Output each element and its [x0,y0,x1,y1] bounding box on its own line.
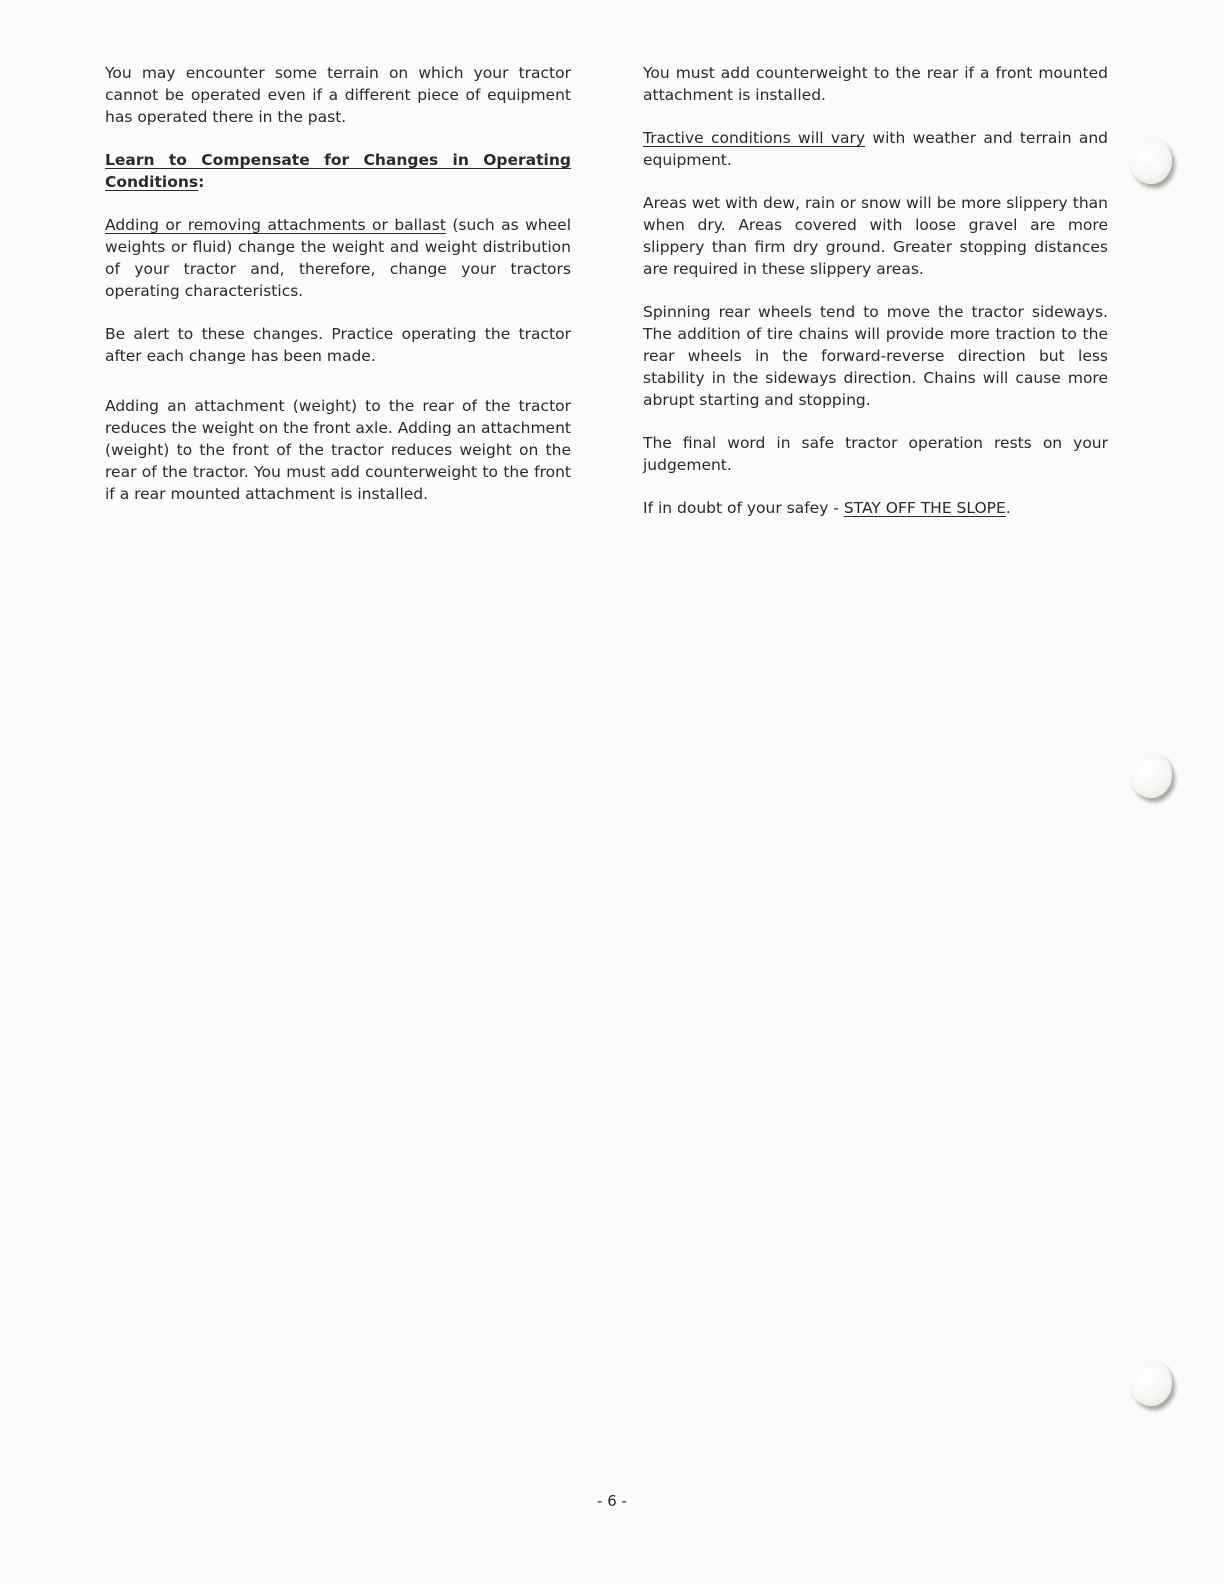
binder-punch-hole-icon [1130,138,1172,184]
final-word-paragraph: The final word in safe tractor operation rests on your judgement. [643,434,1108,474]
weight-distribution-paragraph: Adding an attachment (weight) to the rear of the tractor reduces the weight on the front axle. Adding an attachment (weight) to the front of the tractor reduces weight on the rear of the tractor. You must add counterweight to the front if a rear mounted attachment is installed. [105,397,571,503]
section-heading [105,149,571,193]
be-alert-paragraph: Be alert to these changes. Practice operating the tractor after each change has been made. [105,325,571,365]
tractive-conditions-paragraph-rest: with weather and terrain and equipment. [643,129,1109,169]
left-column [105,62,571,526]
page-number: - 6 - [597,1492,627,1510]
stay-off-slope-lead: If in doubt of your safey - [643,499,844,517]
right-column [643,62,1108,540]
terrain-warning-paragraph: You may encounter some terrain on which your tractor cannot be operated even if a different piece of equipment has operated there in the past. [105,64,571,126]
slippery-areas-paragraph: Areas wet with dew, rain or snow will be more slippery than when dry. Areas covered with loose gravel are more slippery than firm dry ground. Greater stopping distances are required in these slippery areas. [643,194,1108,278]
binder-punch-hole-icon [1130,752,1172,798]
section-heading-text: Learn to Compensate for Changes in Operating Conditions [105,151,571,191]
section-heading-colon: : [198,173,205,191]
counterweight-paragraph: You must add counterweight to the rear if a front mounted attachment is installed. [643,64,1108,104]
stay-off-slope-end: . [1005,499,1011,517]
attachments-underlined-phrase: Adding or removing attachments or ballast [105,216,446,234]
attachments-paragraph [105,214,571,302]
binder-punch-hole-icon [1130,1360,1172,1406]
stay-off-slope-warning: STAY OFF THE SLOPE [843,499,1006,517]
tractive-conditions-paragraph [643,127,1108,171]
tractive-conditions-underlined-phrase: Tractive conditions will vary [643,129,866,147]
stay-off-slope-paragraph [643,497,1108,519]
spinning-wheels-paragraph: Spinning rear wheels tend to move the tractor sideways. The addition of tire chains will provide more traction to the rear wheels in the forward-reverse direction but less stability in the sideways direction. Chains will cause more abrupt starting and stopping. [643,303,1108,409]
attachments-paragraph-rest: (such as wheel weights or fluid) change the weight and weight distribution of your tractor and, therefore, change your tractors operating characteristics. [105,216,572,300]
